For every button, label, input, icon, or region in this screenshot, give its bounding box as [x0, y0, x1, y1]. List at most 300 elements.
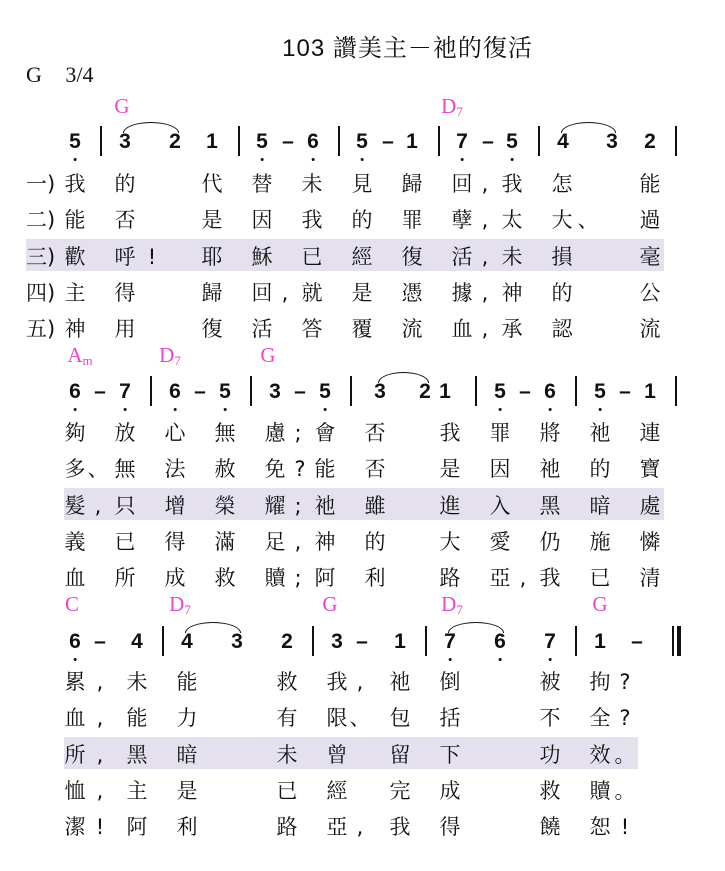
note-value: – — [631, 630, 643, 653]
note-extension-dash — [482, 130, 494, 154]
barline — [238, 126, 240, 156]
lyric-syllable: 力 — [176, 706, 198, 731]
note-extension-dash — [619, 380, 631, 404]
lyric-syllable: ? — [619, 670, 631, 694]
lyric-syllable: 回 — [451, 172, 473, 196]
lyric-syllable: , — [356, 670, 364, 694]
lyric-syllable: 覆 — [351, 317, 373, 342]
note — [206, 130, 218, 154]
lyric-syllable: ! — [95, 815, 105, 840]
lyric-syllable: 答 — [301, 317, 323, 342]
barline — [575, 376, 577, 406]
lyric-syllable: 施 — [589, 529, 611, 554]
lyric-syllable: 能 — [639, 172, 661, 196]
lyric-syllable: ; — [294, 421, 302, 445]
lyric-syllable: ! — [147, 244, 157, 269]
slur-arc — [123, 122, 179, 133]
lyric-syllable: 包 — [389, 706, 411, 731]
lyric-syllable: 神 — [501, 280, 523, 305]
lyric-syllable: 法 — [164, 457, 186, 482]
lyric-syllable: , — [281, 280, 289, 305]
lyric-syllable: 能 — [126, 706, 148, 731]
note-value: 7 — [119, 380, 131, 403]
chord-root: G — [260, 343, 276, 367]
lyric-syllable: 、 — [87, 457, 109, 482]
lyric-syllable: 復 — [401, 244, 423, 269]
chord-symbol — [322, 592, 337, 617]
lyric-syllable: , — [356, 815, 364, 840]
note — [394, 630, 406, 654]
lyric-syllable: , — [96, 742, 104, 767]
note — [444, 630, 456, 654]
note-value: 1 — [394, 630, 406, 653]
lyric-syllable: 。 — [614, 778, 636, 803]
lower-octave-dot-icon — [549, 408, 552, 411]
note — [374, 380, 386, 404]
lyric-syllable: 榮 — [214, 493, 236, 518]
note-extension-dash — [631, 630, 643, 654]
chord-symbol — [441, 94, 463, 120]
chord-symbol — [260, 343, 275, 368]
note — [69, 380, 81, 404]
lyric-syllable: 孽 — [451, 208, 473, 233]
note — [544, 630, 556, 654]
lyric-syllable: 能 — [64, 208, 86, 233]
note — [494, 380, 506, 404]
lyric-syllable: 所 — [114, 566, 136, 591]
lyric-syllable: 見 — [351, 172, 373, 196]
note-value: – — [294, 380, 306, 403]
chord-symbol — [114, 94, 129, 119]
lyric-syllable: 太 — [501, 208, 523, 233]
note-extension-dash — [94, 630, 106, 654]
note-value: 4 — [557, 130, 569, 153]
lyric-syllable: 成 — [439, 778, 461, 803]
lyric-syllable: 免 — [264, 457, 286, 482]
lyric-syllable: ; — [294, 493, 302, 518]
lyric-syllable: 暗 — [589, 493, 611, 518]
lyric-syllable: 否 — [364, 457, 386, 482]
lyric-syllable: , — [481, 172, 489, 196]
note-value: 5 — [319, 380, 331, 403]
verse-number: 二) — [26, 208, 56, 233]
lyric-syllable: 我 — [389, 815, 411, 840]
note-value: 3 — [374, 380, 386, 403]
note-value: 5 — [506, 130, 518, 153]
note-value: – — [482, 130, 494, 153]
note-extension-dash — [382, 130, 394, 154]
note-value: 6 — [307, 130, 319, 153]
note-extension-dash — [94, 380, 106, 404]
lyric-syllable: 已 — [301, 244, 323, 269]
lyric-syllable: 進 — [439, 493, 461, 518]
note-value: 1 — [439, 380, 451, 403]
lower-octave-dot-icon — [224, 408, 227, 411]
lyric-syllable: ! — [620, 815, 630, 840]
lyric-syllable: 多 — [64, 457, 86, 482]
lyric-syllable: 損 — [551, 244, 573, 269]
lyric-syllable: 所 — [64, 742, 86, 767]
lyric-syllable: 無 — [214, 421, 236, 445]
note-value: 2 — [169, 130, 181, 153]
barline — [312, 626, 314, 656]
lyric-syllable: 我 — [501, 172, 523, 196]
lyric-syllable: 黑 — [539, 493, 561, 518]
time-signature: 3/4 — [65, 62, 94, 87]
lyric-syllable: 流 — [639, 317, 661, 342]
lyric-syllable: 神 — [314, 529, 336, 554]
note — [644, 130, 656, 154]
note — [557, 130, 569, 154]
chord-root: A — [67, 343, 83, 367]
note-value: 1 — [644, 380, 656, 403]
note — [331, 630, 343, 654]
lyric-syllable: 倒 — [439, 670, 461, 694]
lyric-syllable: 足 — [264, 529, 286, 554]
lyric-syllable: 效 — [589, 742, 611, 767]
note — [169, 130, 181, 154]
note-value: 6 — [544, 380, 556, 403]
barline — [162, 626, 164, 656]
barline — [675, 376, 677, 406]
lower-octave-dot-icon — [361, 158, 364, 161]
note — [256, 130, 268, 154]
chord-symbol — [159, 343, 181, 369]
lyric-syllable: 已 — [276, 778, 298, 803]
note — [356, 130, 368, 154]
lyric-syllable: 無 — [114, 457, 136, 482]
final-barline-thin — [672, 626, 674, 656]
note-value: 6 — [69, 630, 81, 653]
barline — [100, 126, 102, 156]
lyric-syllable: 祂 — [589, 421, 611, 445]
lyric-syllable: 據 — [451, 280, 473, 305]
lower-octave-dot-icon — [261, 158, 264, 161]
note — [406, 130, 418, 154]
lyric-syllable: 下 — [439, 742, 461, 767]
note — [119, 130, 131, 154]
chord-quality: 7 — [184, 602, 191, 617]
lyric-syllable: 就 — [301, 280, 323, 305]
verse-number: 四) — [26, 280, 56, 305]
note — [181, 630, 193, 654]
lyric-syllable: 未 — [501, 244, 523, 269]
lyric-syllable: ? — [619, 706, 631, 731]
lyric-syllable: 替 — [251, 172, 273, 196]
note-value: 3 — [231, 630, 243, 653]
lyric-syllable: ? — [294, 457, 306, 482]
lyric-syllable: 是 — [176, 778, 198, 803]
lyric-syllable: 救 — [539, 778, 561, 803]
lyric-syllable: 能 — [314, 457, 336, 482]
lyric-syllable: 增 — [164, 493, 186, 518]
note-value: 2 — [419, 380, 431, 403]
lyric-syllable: , — [481, 244, 489, 269]
note-value: 4 — [131, 630, 143, 653]
chord-symbol — [169, 592, 191, 618]
chord-root: D — [169, 592, 185, 616]
lyric-syllable: 曾 — [326, 742, 348, 767]
slur-arc — [448, 622, 504, 633]
final-barline-thick — [677, 626, 681, 656]
lower-octave-dot-icon — [74, 158, 77, 161]
lyric-syllable: 成 — [164, 566, 186, 591]
note — [419, 380, 431, 404]
lyric-syllable: 留 — [389, 742, 411, 767]
lyric-syllable: 阿 — [314, 566, 336, 591]
lyric-syllable: , — [96, 670, 104, 694]
lyric-syllable: 雖 — [364, 493, 386, 518]
lyric-syllable: 仍 — [539, 529, 561, 554]
chord-root: G — [592, 592, 608, 616]
note — [319, 380, 331, 404]
note-value: 7 — [456, 130, 468, 153]
lyric-syllable: 神 — [64, 317, 86, 342]
note-value: 1 — [406, 130, 418, 153]
lyric-syllable: 慮 — [264, 421, 286, 445]
barline — [575, 626, 577, 656]
note-value: 3 — [606, 130, 618, 153]
note-value: 2 — [281, 630, 293, 653]
note — [69, 630, 81, 654]
lyric-syllable: 是 — [201, 208, 223, 233]
lyric-syllable: , — [94, 493, 102, 518]
lyric-syllable: 祂 — [389, 670, 411, 694]
note — [544, 380, 556, 404]
lyric-syllable: 復 — [201, 317, 223, 342]
lyric-syllable: 放 — [114, 421, 136, 445]
lyric-syllable: 已 — [589, 566, 611, 591]
note-value: 3 — [119, 130, 131, 153]
lyric-syllable: ; — [294, 566, 302, 591]
lyric-syllable: 得 — [114, 280, 136, 305]
lyric-syllable: 利 — [364, 566, 386, 591]
note-value: 5 — [494, 380, 506, 403]
note — [494, 630, 506, 654]
lower-octave-dot-icon — [324, 408, 327, 411]
lyric-syllable: 公 — [639, 280, 661, 305]
slur-arc — [185, 622, 241, 633]
lower-octave-dot-icon — [312, 158, 315, 161]
note-value: – — [382, 130, 394, 153]
lyric-syllable: , — [294, 529, 302, 554]
lyric-syllable: 承 — [501, 317, 523, 342]
note — [307, 130, 319, 154]
verse-number: 一) — [26, 172, 56, 196]
note — [606, 130, 618, 154]
note-value: 5 — [356, 130, 368, 153]
lyric-syllable: 滿 — [214, 529, 236, 554]
lyric-syllable: 經 — [326, 778, 348, 803]
lyric-syllable: 括 — [439, 706, 461, 731]
note — [169, 380, 181, 404]
note — [269, 380, 281, 404]
lyric-syllable: 用 — [114, 317, 136, 342]
lyric-syllable: 的 — [351, 208, 373, 233]
note-value: – — [194, 380, 206, 403]
lyric-syllable: 不 — [539, 706, 561, 731]
lyric-syllable: 恤 — [64, 778, 86, 803]
lyric-syllable: 的 — [589, 457, 611, 482]
note-value: – — [619, 380, 631, 403]
lyric-syllable: 路 — [276, 815, 298, 840]
lyric-syllable: 未 — [276, 742, 298, 767]
note-extension-dash — [519, 380, 531, 404]
lyric-syllable: 路 — [439, 566, 461, 591]
lyric-syllable: 清 — [639, 566, 661, 591]
lyric-syllable: 義 — [64, 529, 86, 554]
lyric-syllable: , — [481, 317, 489, 342]
chord-root: D — [441, 94, 457, 118]
lyric-syllable: 呼 — [114, 244, 136, 269]
verse-number: 五) — [26, 317, 56, 342]
note — [456, 130, 468, 154]
lyric-syllable: 的 — [551, 280, 573, 305]
lyric-syllable: 否 — [364, 421, 386, 445]
chord-root: D — [159, 343, 175, 367]
note-value: 5 — [219, 380, 231, 403]
lyric-syllable: 功 — [539, 742, 561, 767]
lyric-syllable: 流 — [401, 317, 423, 342]
note-value: 6 — [494, 630, 506, 653]
lower-octave-dot-icon — [74, 408, 77, 411]
key-signature: G — [26, 62, 42, 87]
chord-quality: 7 — [174, 353, 181, 368]
hymn-title: 103 讚美主－祂的復活 — [282, 35, 533, 62]
chord-quality: m — [82, 353, 93, 368]
lyric-syllable: 得 — [164, 529, 186, 554]
lyric-syllable: 入 — [489, 493, 511, 518]
lyric-syllable: 主 — [126, 778, 148, 803]
barline — [675, 126, 677, 156]
lyric-syllable: 血 — [451, 317, 473, 342]
lyric-syllable: 因 — [251, 208, 273, 233]
lyric-syllable: , — [481, 208, 489, 233]
lyric-syllable: 將 — [539, 421, 561, 445]
barline — [425, 626, 427, 656]
note-value: – — [519, 380, 531, 403]
note — [131, 630, 143, 654]
barline — [538, 126, 540, 156]
lyric-syllable: 有 — [276, 706, 298, 731]
lower-octave-dot-icon — [499, 408, 502, 411]
note — [506, 130, 518, 154]
note — [69, 130, 81, 154]
barline — [150, 376, 152, 406]
lower-octave-dot-icon — [461, 158, 464, 161]
chord-symbol — [65, 592, 79, 617]
note — [594, 630, 606, 654]
note-extension-dash — [282, 130, 294, 154]
lyric-syllable: 大 — [439, 529, 461, 554]
lyric-syllable: 贖 — [589, 778, 611, 803]
chord-symbol — [592, 592, 607, 617]
note-extension-dash — [294, 380, 306, 404]
lyric-syllable: 憑 — [401, 280, 423, 305]
lyric-syllable: 只 — [114, 493, 136, 518]
note — [231, 630, 243, 654]
lyric-syllable: 、 — [349, 706, 371, 731]
chord-quality: 7 — [456, 602, 463, 617]
lyric-syllable: 血 — [64, 566, 86, 591]
lower-octave-dot-icon — [549, 658, 552, 661]
lyric-syllable: 限 — [326, 706, 348, 731]
verse-number: 三) — [26, 244, 56, 269]
lyric-syllable: 耀 — [264, 493, 286, 518]
lyric-syllable: 救 — [214, 566, 236, 591]
note-value: – — [94, 380, 106, 403]
lyric-syllable: 因 — [489, 457, 511, 482]
lyric-syllable: 是 — [439, 457, 461, 482]
lyric-syllable: 救 — [276, 670, 298, 694]
lyric-syllable: 潔 — [64, 815, 86, 840]
key-and-time-signature — [26, 62, 94, 88]
note-value: 3 — [331, 630, 343, 653]
lyric-syllable: 憐 — [639, 529, 661, 554]
note-value: 2 — [644, 130, 656, 153]
lyric-syllable: 活 — [251, 317, 273, 342]
lyric-syllable: 亞 — [326, 815, 348, 840]
chord-symbol — [441, 592, 463, 618]
lyric-syllable: 完 — [389, 778, 411, 803]
note-value: 5 — [594, 380, 606, 403]
lower-octave-dot-icon — [174, 408, 177, 411]
lyric-syllable: 赦 — [214, 457, 236, 482]
note — [119, 380, 131, 404]
note-value: 3 — [269, 380, 281, 403]
lyric-syllable: 代 — [201, 172, 223, 196]
slur-arc — [378, 372, 429, 383]
lyric-syllable: 祂 — [539, 457, 561, 482]
lyric-syllable: 耶 — [201, 244, 223, 269]
lyric-syllable: 罪 — [489, 421, 511, 445]
barline — [350, 376, 352, 406]
lyric-syllable: 經 — [351, 244, 373, 269]
lyric-syllable: 贖 — [264, 566, 286, 591]
note-value: 4 — [181, 630, 193, 653]
lyric-syllable: 歡 — [64, 244, 86, 269]
note-value: 1 — [206, 130, 218, 153]
lyric-syllable: 利 — [176, 815, 198, 840]
lyric-syllable: 的 — [364, 529, 386, 554]
lyric-syllable: 亞 — [489, 566, 511, 591]
lyric-syllable: 祂 — [314, 493, 336, 518]
lyric-syllable: , — [96, 706, 104, 731]
lyric-syllable: , — [96, 778, 104, 803]
lyric-syllable: 饒 — [539, 815, 561, 840]
lyric-syllable: 心 — [164, 421, 186, 445]
lyric-syllable: 我 — [64, 172, 86, 196]
lyric-syllable: 未 — [126, 670, 148, 694]
lyric-syllable: 被 — [539, 670, 561, 694]
lyric-syllable: 主 — [64, 280, 86, 305]
lyric-syllable: 我 — [539, 566, 561, 591]
lyric-syllable: 髮 — [64, 493, 86, 518]
barline — [438, 126, 440, 156]
lyric-syllable: 活 — [451, 244, 473, 269]
chord-root: G — [322, 592, 338, 616]
lyric-syllable: 毫 — [639, 244, 661, 269]
lower-octave-dot-icon — [599, 408, 602, 411]
lyric-syllable: 暗 — [176, 742, 198, 767]
lyric-syllable: 處 — [639, 493, 661, 518]
lyric-syllable: 我 — [326, 670, 348, 694]
lyric-syllable: 歸 — [401, 172, 423, 196]
note-value: 1 — [594, 630, 606, 653]
lyric-syllable: 能 — [176, 670, 198, 694]
lyric-syllable: 是 — [351, 280, 373, 305]
lyric-syllable: 全 — [589, 706, 611, 731]
